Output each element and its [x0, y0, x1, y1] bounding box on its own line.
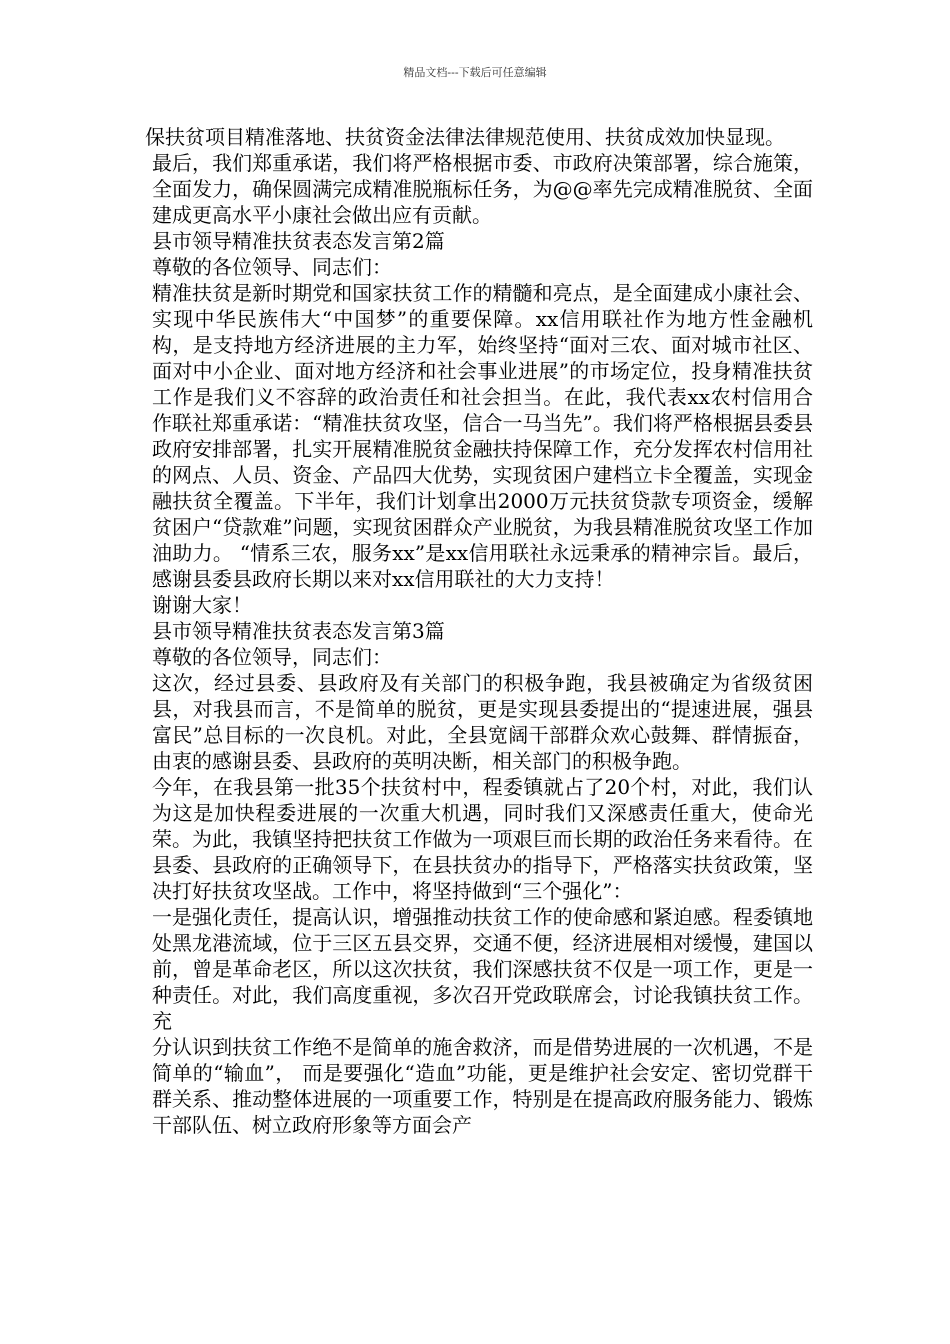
- paragraph-2: 最后，我们郑重承诺，我们将严格根据市委、市政府决策部署，综合施策，全面发力，确保圆满完成精准脱瓶标任务，为@@率先完成精准脱贫、全面建成更高水平小康社会做出应有贡献。: [152, 151, 813, 227]
- section-heading-2: 县市领导精准扶贫表态发言第2篇: [152, 229, 445, 253]
- salutation-3: 尊敬的各位领导，同志们：: [152, 645, 392, 669]
- paragraph-5: 精准扶贫是新时期党和国家扶贫工作的精髓和亮点，是全面建成小康社会、实现中华民族伟大“中国梦”的重要保障。xx信用联社作为地方性金融机构，是支持地方经济进展的主力军，始终坚持“面对三农、面对城市社区、面对中小企业、面对地方经济和社会事业进展”的市场定位，投身精准扶贫工作是我们义不容辞的政治责任和社会担当。在此，我代表xx农村信用合作联社郑重承诺：“精准扶贫攻坚，信合一马当先”。我们将严格根据县委县政府安排部署，扎实开展精准脱贫金融扶持保障工作，充分发挥农村信用社的网点、人员、资金、产品四大优势，实现贫困户建档立卡全覆盖，实现金融扶贫全覆盖。下半年，我们计划拿出2000万元扶贫贷款专项资金，缓解贫困户“贷款难”问题，实现贫困群众产业脱贫，为我县精准脱贫攻坚工作加油助力。 “情系三农，服务xx”是xx信用联社永远秉承的精神宗旨。最后，感谢县委县政府长期以来对xx信用联社的大力支持！: [152, 281, 813, 591]
- paragraph-10: 今年，在我县第一批35个扶贫村中，程委镇就占了20个村，对此，我们认为这是加快程委进展的一次重大机遇，同时我们又深感责任重大，使命光荣。为此，我镇坚持把扶贫工作做为一项艰巨而长期的政治任务来看待。在县委、县政府的正确领导下，在县扶贫办的指导下，严格落实扶贫政策，坚决打好扶贫攻坚战。工作中，将坚持做到“三个强化”：: [152, 775, 813, 903]
- closing-thanks: 谢谢大家！: [152, 593, 252, 617]
- page-header: 精品文档---下载后可任意编辑: [403, 66, 547, 79]
- paragraph-11: 一是强化责任，提高认识，增强推动扶贫工作的使命感和紧迫感。程委镇地处黑龙港流域，位于三区五县交界，交通不便，经济进展相对缓慢，建国以前，曾是革命老区，所以这次扶贫，我们深感扶贫不仅是一项工作，更是一种责任。对此，我们高度重视，多次召开党政联席会，讨论我镇扶贫工作。充: [152, 905, 813, 1033]
- salutation-2: 尊敬的各位领导、同志们：: [152, 255, 392, 279]
- paragraph-1: 保扶贫项目精准落地、扶贫资金法律法律规范使用、扶贫成效加快显现。: [145, 125, 785, 149]
- paragraph-12: 分认识到扶贫工作绝不是简单的施舍救济，而是借势进展的一次机遇，不是简单的“输血”， 而是要强化“造血”功能，更是维护社会安定、密切党群干群关系、推动整体进展的一项重要工作，特别是在提高政府服务能力、锻炼干部队伍、树立政府形象等方面会产: [152, 1035, 813, 1137]
- section-heading-3: 县市领导精准扶贫表态发言第3篇: [152, 619, 445, 643]
- paragraph-9: 这次，经过县委、县政府及有关部门的积极争跑，我县被确定为省级贫困县，对我县而言，不是简单的脱贫，更是实现县委提出的“提速进展，强县富民”总目标的一次良机。对此，全县宽阔干部群众欢心鼓舞、群情振奋，由衷的感谢县委、县政府的英明决断，相关部门的积极争跑。: [152, 671, 813, 773]
- document-body: [145, 124, 813, 1138]
